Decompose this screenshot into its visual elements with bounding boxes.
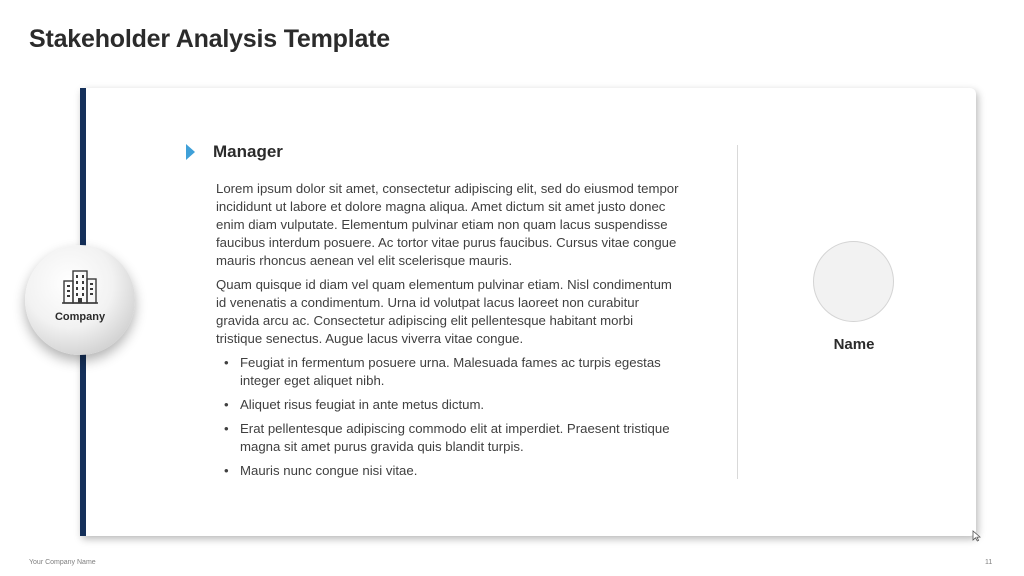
company-label: Company xyxy=(54,311,106,323)
bullet-list xyxy=(224,354,681,480)
page-number: 11 xyxy=(985,559,993,566)
mouse-pointer-icon xyxy=(972,530,981,542)
office-building-icon xyxy=(61,269,99,305)
avatar-placeholder xyxy=(813,241,894,322)
body-paragraph: Lorem ipsum dolor sit amet, consectetur adipiscing elit, sed do eiusmod tempor incididunt ut labore et dolore magna aliqua. Amet dictum sit amet justo donec enim diam vulputate. Elementum pulvinar etiam non quam lacus suspendisse faucibus interdum posuere. Ac tortor vitae purus faucibus. Cursus vitae congue mauris rhoncus aenean vel elit scelerisque mauris. xyxy=(216,181,679,268)
name-label: Name xyxy=(833,336,875,353)
bullet-item: • Erat pellentesque adipiscing commodo elit at imperdiet. Praesent tristique magna sit amet purus gravida quis blandit turpis. xyxy=(224,420,681,456)
bullet-item: • Aliquet risus feugiat in ante metus dictum. xyxy=(224,396,681,414)
section-header xyxy=(186,142,283,162)
footer-company-name: Your Company Name xyxy=(29,559,96,566)
slide-title: Stakeholder Analysis Template xyxy=(29,25,390,53)
body-paragraph: Quam quisque id diam vel quam elementum pulvinar etiam. Nisl condimentum id venenatis a condimentum. Urna id volutpat lacus laoreet non curabitur gravida arcu ac. Consectetur adipiscing elit pellentesque habitant morbi tristique senectus. Augue lacus viverra vitae congue. xyxy=(216,277,672,346)
bullet-item: • Mauris nunc congue nisi vitae. xyxy=(224,462,681,480)
company-badge xyxy=(25,245,135,355)
section-body xyxy=(216,180,681,486)
triangle-right-icon xyxy=(186,144,195,160)
bullet-item: • Feugiat in fermentum posuere urna. Malesuada fames ac turpis egestas integer eget aliquet nibh. xyxy=(224,354,681,390)
section-title: Manager xyxy=(213,142,283,161)
vertical-divider xyxy=(737,145,738,479)
